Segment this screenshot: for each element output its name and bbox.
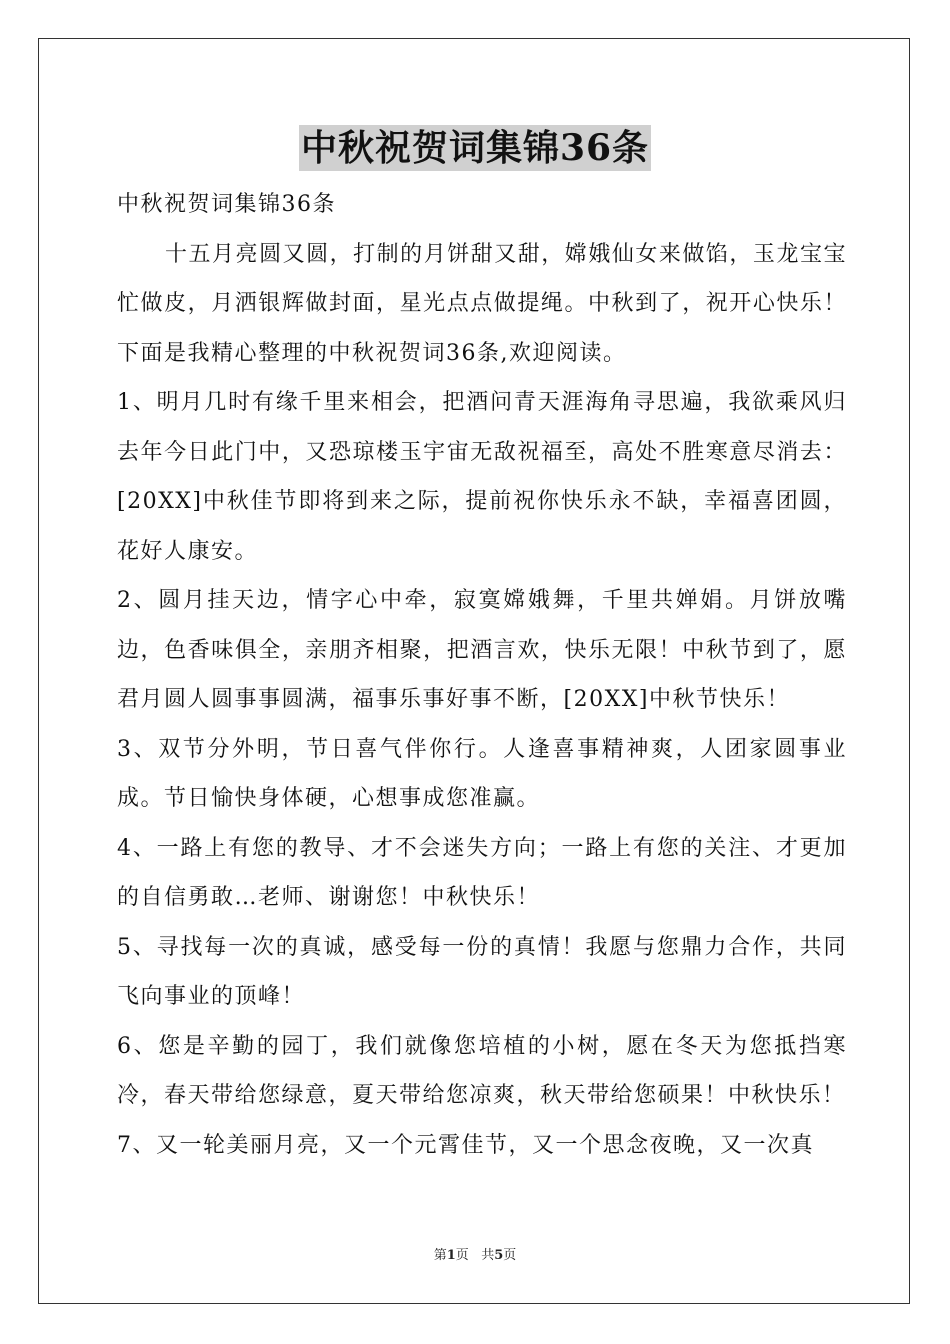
- document-title: 中秋祝贺词集锦36条: [300, 127, 650, 169]
- total-prefix: 共: [481, 1248, 495, 1263]
- list-item-1: 1、明月几时有缘千里来相会，把酒问青天涯海角寻思遍，我欲乘风归去年今日此门中，又恐琼楼玉宇宙无敌祝福至，高处不胜寒意尽消去：[20XX]中秋佳节即将到来之际，提前祝你快乐永不缺，幸福喜团圆，花好人康安。: [117, 390, 847, 564]
- list-item-2: 2、圆月挂天边，情字心中牵，寂寞嫦娥舞，千里共婵娟。月饼放嘴边，色香味俱全，亲朋齐相聚，把酒言欢，快乐无限！中秋节到了，愿君月圆人圆事事圆满，福事乐事好事不断，[20XX]中秋节快乐！: [117, 588, 847, 712]
- document-body: [117, 180, 847, 1170]
- list-item-3: 3、双节分外明，节日喜气伴你行。人逢喜事精神爽，人团家圆事业成。节日愉快身体硬，心想事成您准赢。: [117, 736, 847, 811]
- page-footer: [0, 1244, 950, 1263]
- list-item-6: 6、您是辛勤的园丁，我们就像您培植的小树，愿在冬天为您抵挡寒冷，春天带给您绿意，夏天带给您凉爽，秋天带给您硕果！中秋快乐！: [117, 1033, 847, 1108]
- page-total: 5: [494, 1248, 504, 1263]
- list-item-7: 7、又一轮美丽月亮，又一个元霄佳节，又一个思念夜晚，又一次真: [117, 1132, 814, 1158]
- document-subtitle: 中秋祝贺词集锦36条: [117, 192, 336, 217]
- page-prefix: 第: [433, 1248, 447, 1263]
- page-current: 1: [446, 1248, 456, 1263]
- intro-paragraph: 十五月亮圆又圆，打制的月饼甜又甜，嫦娥仙女来做馅，玉龙宝宝忙做皮，月洒银辉做封面，星光点点做提绳。中秋到了，祝开心快乐！下面是我精心整理的中秋祝贺词36条,欢迎阅读。: [117, 241, 847, 366]
- title-container: [0, 125, 950, 171]
- list-item-4: 4、一路上有您的教导、才不会迷失方向；一路上有您的关注、才更加的自信勇敢…老师、谢谢您！中秋快乐！: [117, 835, 847, 910]
- list-item-5: 5、寻找每一次的真诚，感受每一份的真情！我愿与您鼎力合作，共同飞向事业的顶峰！: [117, 934, 847, 1009]
- page-suffix: 页: [455, 1248, 469, 1263]
- total-suffix: 页: [503, 1248, 517, 1263]
